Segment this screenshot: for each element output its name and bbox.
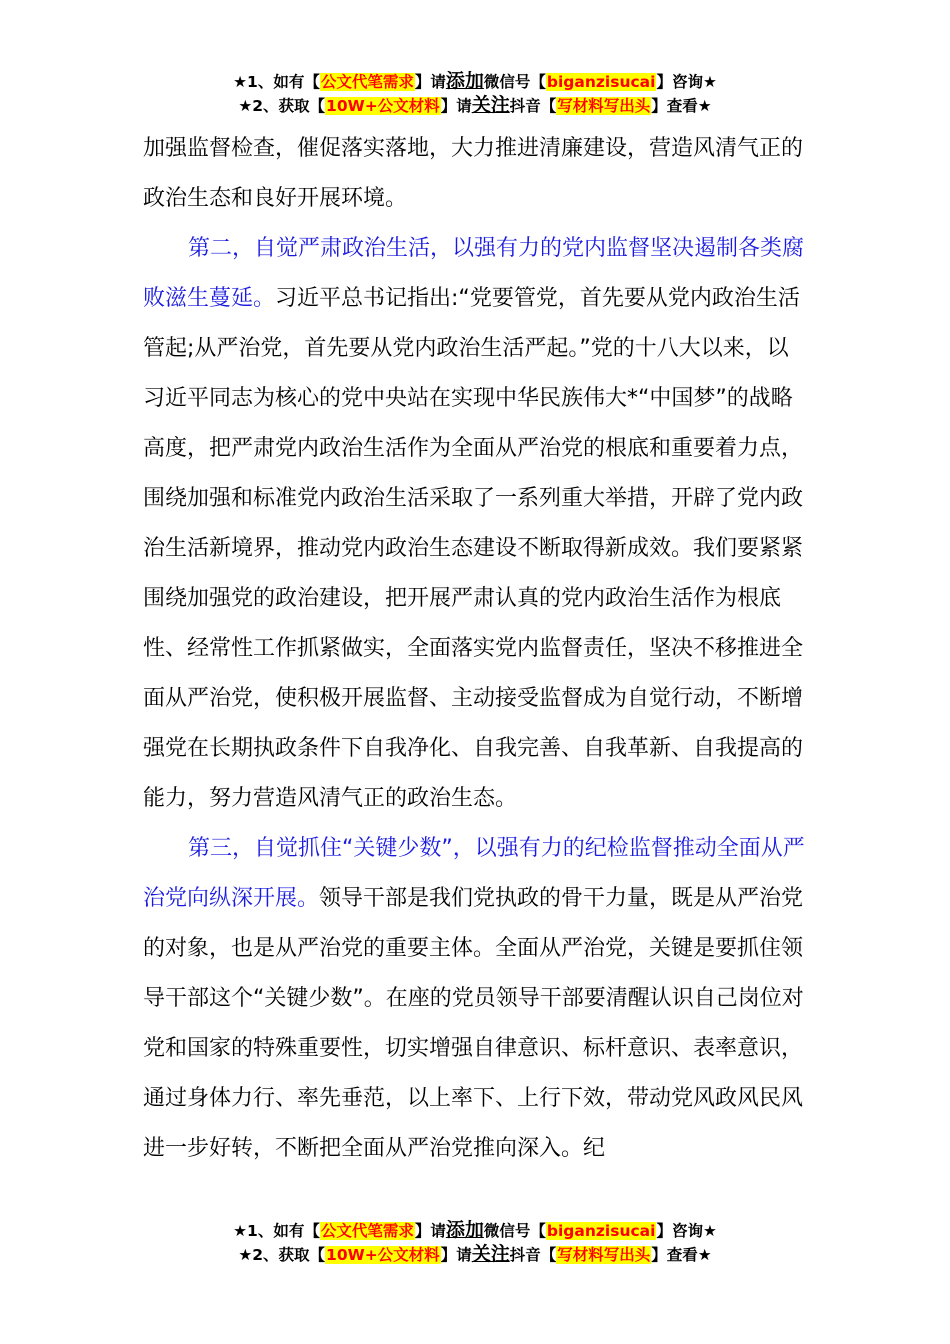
document-body xyxy=(143,124,805,1174)
paragraph-2-heading: 第二，自觉严肃政治生活，以强有力的党内监督坚决遏制各类腐败滋生蔓延。 xyxy=(143,236,805,311)
banner-line-2: ★2、获取【10W+公文材料】请关注抖音【写材料写出头】查看★ xyxy=(238,94,712,116)
highlight-douyin: 写材料写出头 xyxy=(557,97,651,115)
paragraph-2-text: 习近平总书记指出:“党要管党，首先要从党内政治生活管起;从严治党，首先要从党内政治生活严起。”党的十八大以来，以习近平同志为核心的党中央站在实现中华民族伟大*“中国梦”的战略高度，把严肃党内政治生活作为全面从严治党的根底和重要着力点，围绕加强和标准党内政治生活采取了一系列重大举措，开辟了党内政治生活新境界，推动党内政治生态建设不断取得新成效。我们要紧紧围绕加强党的政治建设，把开展严肃认真的党内政治生活作为根底性、经常性工作抓紧做实，全面落实党内监督责任，坚决不移推进全面从严治党，使积极开展监督、主动接受监督成为自觉行动，不断增强党在长期执政条件下自我净化、自我完善、自我革新、自我提高的能力，努力营造风清气正的政治生态。 xyxy=(143,286,804,811)
paragraph-2 xyxy=(143,224,805,824)
paragraph-1: 加强监督检查，催促落实落地，大力推进清廉建设，营造风清气正的政治生态和良好开展环境。 xyxy=(143,136,804,211)
highlight-materials: 10W+公文材料 xyxy=(326,97,440,115)
highlight-wechat-id: biganzisucai xyxy=(546,73,656,91)
paragraph-3 xyxy=(143,824,805,1174)
banner-line-1: ★1、如有【公文代笔需求】请添加微信号【biganzisucai】咨询★ xyxy=(233,70,717,92)
paragraph-3-text: 领导干部是我们党执政的骨干力量，既是从严治党的对象，也是从严治党的重要主体。全面从严治党，关键是要抓住领导干部这个“关键少数”。在座的党员领导干部要清醒认识自己岗位对党和国家的特殊重要性，切实增强自律意识、标杆意识、表率意识，通过身体力行、率先垂范，以上率下、上行下效，带动党风政风民风进一步好转，不断把全面从严治党推向深入。纪 xyxy=(143,886,804,1161)
header-banner xyxy=(0,70,950,118)
footer-line-1: ★1、如有【公文代笔需求】请添加微信号【biganzisucai】咨询★ xyxy=(233,1219,717,1241)
footer-banner xyxy=(0,1219,950,1267)
paragraph-3-heading: 第三，自觉抓住“关键少数”，以强有力的纪检监督推动全面从严治党向纵深开展。 xyxy=(143,836,805,911)
footer-line-2: ★2、获取【10W+公文材料】请关注抖音【写材料写出头】查看★ xyxy=(238,1243,712,1265)
highlight-service: 公文代笔需求 xyxy=(320,73,414,91)
